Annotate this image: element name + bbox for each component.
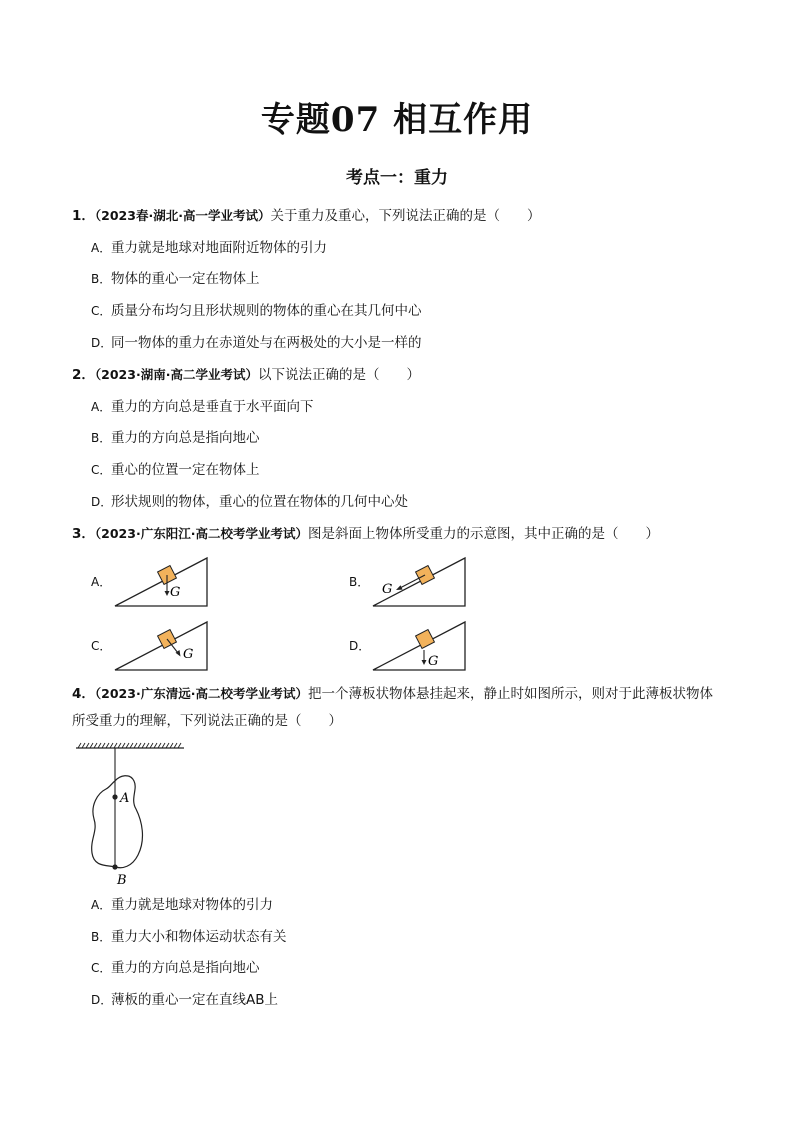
option-text: 重力就是地球对地面附近物体的引力 [111, 240, 327, 256]
question-stem: 关于重力及重心，下列说法正确的是（ ） [270, 208, 541, 224]
option-text: 重力大小和物体运动状态有关 [111, 929, 287, 945]
option-2d [91, 491, 408, 513]
option-4c [91, 957, 260, 979]
arrow-head [165, 591, 170, 596]
incline-triangle [373, 622, 465, 670]
point-a-label: A [120, 791, 130, 806]
option-text: 物体的重心一定在物体上 [111, 271, 260, 287]
option-text: 同一物体的重力在赤道处与在两极处的大小是一样的 [111, 335, 422, 351]
option-1a [91, 237, 327, 259]
incline-figure-b [370, 556, 470, 608]
option-2b [91, 427, 260, 449]
incline-figure-d [370, 620, 470, 672]
question-stem: 把一个薄板状物体悬挂起来，静止时如图所示，则对于此薄板状物体所受重力的理解，下列说法正确的是（ ） [72, 686, 713, 729]
section-title: 考点一：重力 [346, 168, 448, 188]
option-letter: A． [91, 898, 112, 912]
option-3d-label: D． [349, 639, 371, 653]
point-b-label: B [117, 873, 127, 888]
question-source: （2023·湖南·高二学业考试） [94, 367, 258, 382]
question-1 [72, 204, 540, 228]
force-label: G [382, 582, 393, 597]
question-number: 2． [72, 367, 95, 383]
option-text: 重力就是地球对物体的引力 [111, 897, 273, 913]
force-label: G [170, 585, 181, 600]
question-4 [72, 680, 722, 735]
incline-triangle [115, 558, 207, 606]
option-4a [91, 894, 273, 916]
option-text: 重力的方向总是指向地心 [111, 430, 260, 446]
question-number: 1． [72, 208, 95, 224]
option-letter: A． [91, 241, 112, 255]
option-text: 重力的方向总是指向地心 [111, 960, 260, 976]
option-letter: C． [91, 304, 112, 318]
option-1b [91, 268, 260, 290]
option-1c [91, 300, 422, 322]
option-letter: C． [91, 961, 112, 975]
question-stem: 以下说法正确的是（ ） [257, 367, 420, 383]
option-3a-label: A． [91, 575, 112, 589]
arrow-head [422, 660, 427, 665]
option-4d [91, 989, 278, 1011]
incline-triangle [115, 622, 207, 670]
option-2a [91, 396, 314, 418]
point-a [112, 794, 117, 799]
option-letter: A． [91, 400, 112, 414]
incline-figure-c [112, 620, 212, 672]
option-1d [91, 332, 422, 354]
question-source: （2023春·湖北·高一学业考试） [94, 208, 271, 223]
point-b [112, 864, 117, 869]
option-3c-label: C． [91, 639, 112, 653]
force-label: G [428, 654, 439, 669]
question-3 [72, 522, 659, 546]
force-label: G [183, 647, 194, 662]
question-number: 4． [72, 686, 95, 702]
option-text: 质量分布均匀且形状规则的物体的重心在其几何中心 [111, 303, 422, 319]
question-number: 3． [72, 526, 95, 542]
option-3b-label: B． [349, 575, 370, 589]
option-letter: D． [91, 336, 113, 350]
thin-plate [92, 776, 143, 868]
option-2c [91, 459, 260, 481]
ceiling-hatch [78, 743, 181, 748]
option-text: 薄板的重心一定在直线AB上 [111, 992, 278, 1008]
option-4b [91, 926, 287, 948]
option-letter: D． [91, 993, 113, 1007]
option-text: 形状规则的物体，重心的位置在物体的几何中心处 [111, 494, 408, 510]
question-source: （2023·广东阳江·高二校考学业考试） [94, 526, 308, 541]
option-text: 重力的方向总是垂直于水平面向下 [111, 399, 314, 415]
option-letter: B． [91, 431, 112, 445]
question-2 [72, 363, 420, 387]
arrow-head [396, 585, 403, 590]
incline-figure-a [112, 556, 212, 608]
option-letter: C． [91, 463, 112, 477]
option-letter: D． [91, 495, 113, 509]
page-title: 专题07 相互作用 [260, 100, 534, 140]
option-letter: B． [91, 930, 112, 944]
option-text: 重心的位置一定在物体上 [111, 462, 260, 478]
option-letter: B． [91, 272, 112, 286]
question-source: （2023·广东清远·高二校考学业考试） [94, 686, 308, 701]
suspended-plate-figure [72, 743, 192, 888]
question-stem: 图是斜面上物体所受重力的示意图，其中正确的是（ ） [307, 526, 659, 542]
